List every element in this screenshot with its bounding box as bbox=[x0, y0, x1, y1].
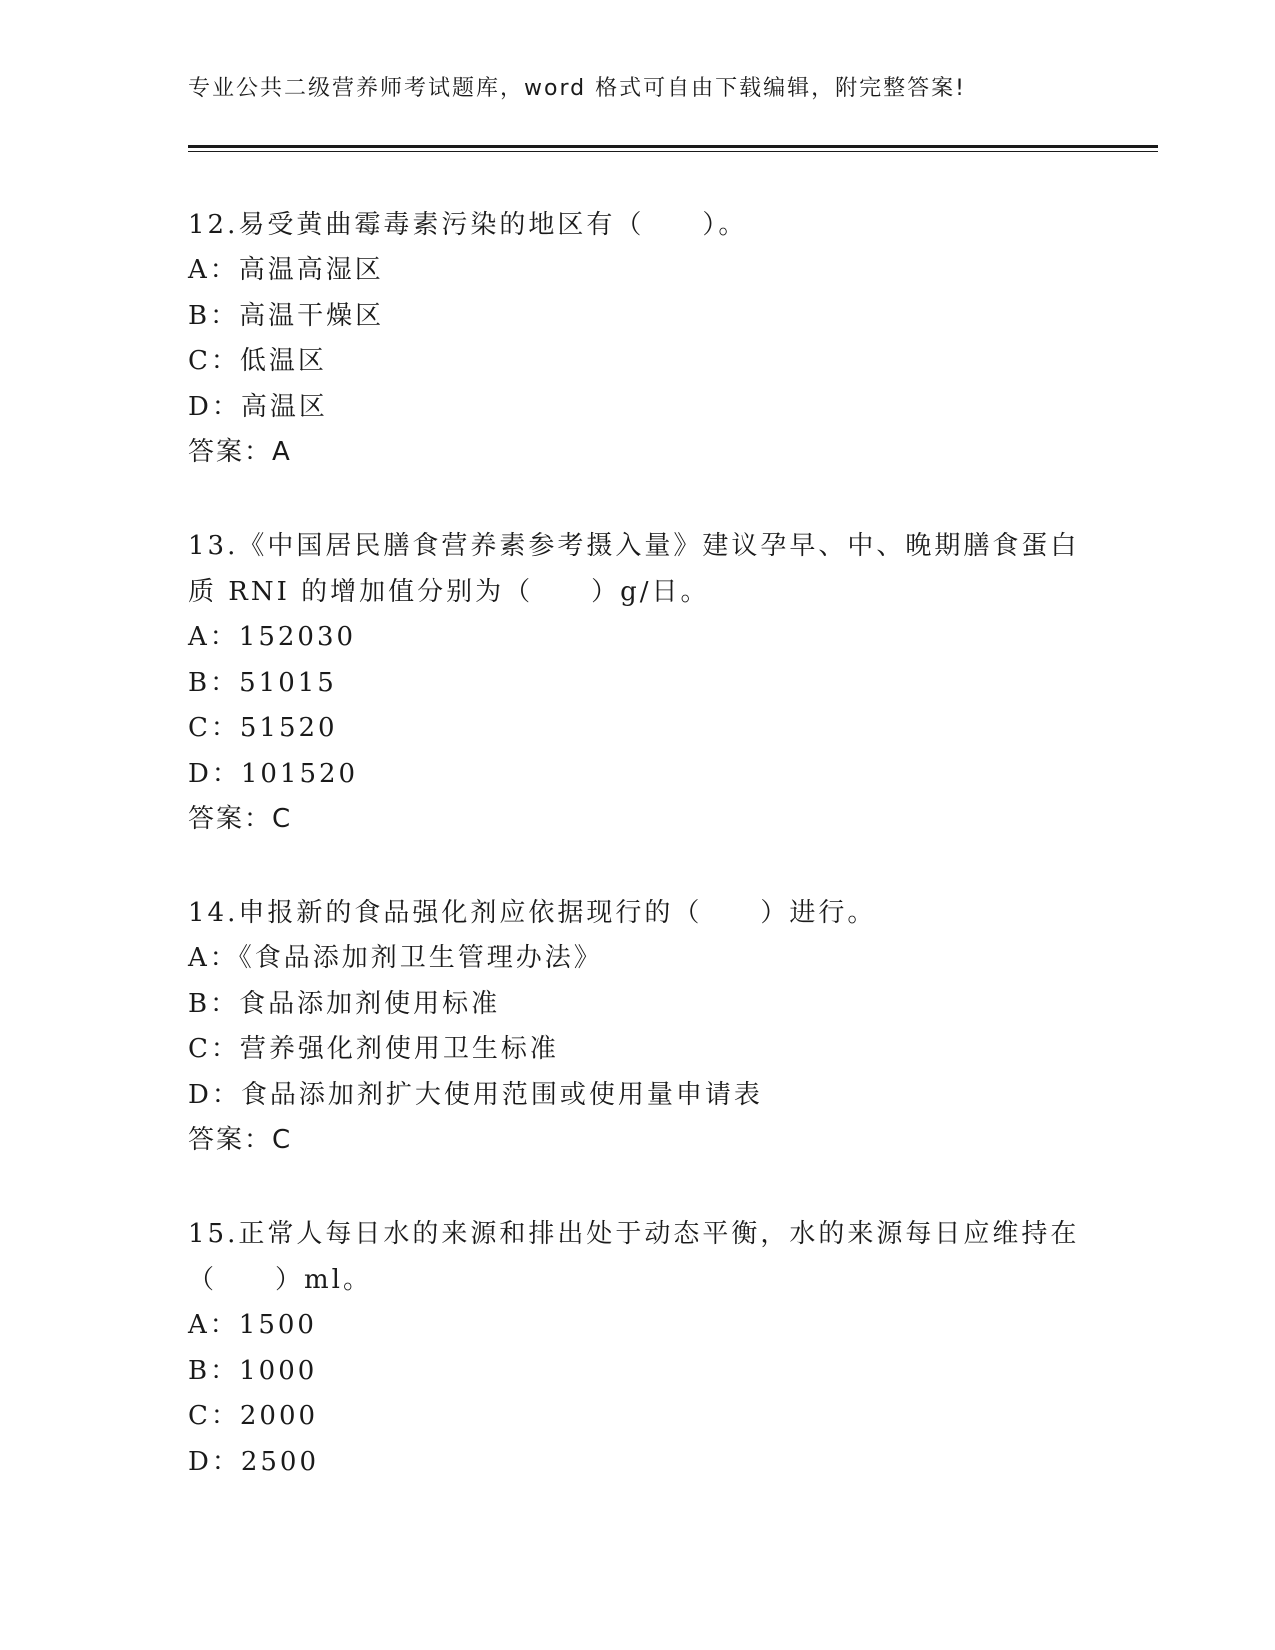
question-list bbox=[188, 202, 1088, 1532]
option-a: A：高温高湿区 bbox=[188, 255, 384, 285]
answer: 答案：C bbox=[188, 1125, 293, 1156]
option-b: B：食品添加剂使用标准 bbox=[188, 988, 501, 1019]
question-15 bbox=[188, 1211, 1088, 1485]
answer: 答案：A bbox=[188, 437, 292, 468]
option-c: C：营养强化剂使用卫生标准 bbox=[188, 1034, 559, 1065]
option-d: D：2500 bbox=[188, 1446, 320, 1477]
option-c: C：2000 bbox=[188, 1401, 319, 1432]
header-rule-thick bbox=[188, 145, 1158, 148]
option-d: D：高温区 bbox=[188, 391, 328, 422]
answer: 答案：C bbox=[188, 804, 293, 835]
question-12 bbox=[188, 202, 1088, 476]
question-stem-continued: 质 RNI 的增加值分别为（ ）g/日。 bbox=[188, 576, 710, 607]
document-header: 专业公共二级营养师考试题库，word 格式可自由下载编辑，附完整答案! bbox=[188, 76, 966, 101]
option-a: A：1500 bbox=[188, 1309, 317, 1340]
option-c: C：51520 bbox=[188, 713, 338, 744]
question-stem: 15.正常人每日水的来源和排出处于动态平衡，水的来源每日应维持在 bbox=[188, 1218, 1080, 1249]
header-rule-thin bbox=[188, 151, 1158, 152]
option-b: B：1000 bbox=[188, 1355, 318, 1386]
option-d: D：101520 bbox=[188, 758, 359, 789]
option-a: A：《食品添加剂卫生管理办法》 bbox=[188, 942, 603, 973]
option-b: B：51015 bbox=[188, 667, 337, 698]
question-stem: 13.《中国居民膳食营养素参考摄入量》建议孕早、中、晚期膳食蛋白 bbox=[188, 530, 1080, 561]
question-stem: 12.易受黄曲霉毒素污染的地区有（ ）。 bbox=[188, 210, 748, 240]
option-c: C：低温区 bbox=[188, 346, 327, 377]
option-b: B：高温干燥区 bbox=[188, 300, 385, 331]
question-stem-continued: （ ）ml。 bbox=[188, 1264, 372, 1295]
question-13 bbox=[188, 523, 1088, 843]
question-14 bbox=[188, 890, 1088, 1164]
option-a: A：152030 bbox=[188, 621, 357, 652]
question-stem: 14.申报新的食品强化剂应依据现行的（ ）进行。 bbox=[188, 897, 877, 928]
option-d: D：食品添加剂扩大使用范围或使用量申请表 bbox=[188, 1079, 763, 1110]
